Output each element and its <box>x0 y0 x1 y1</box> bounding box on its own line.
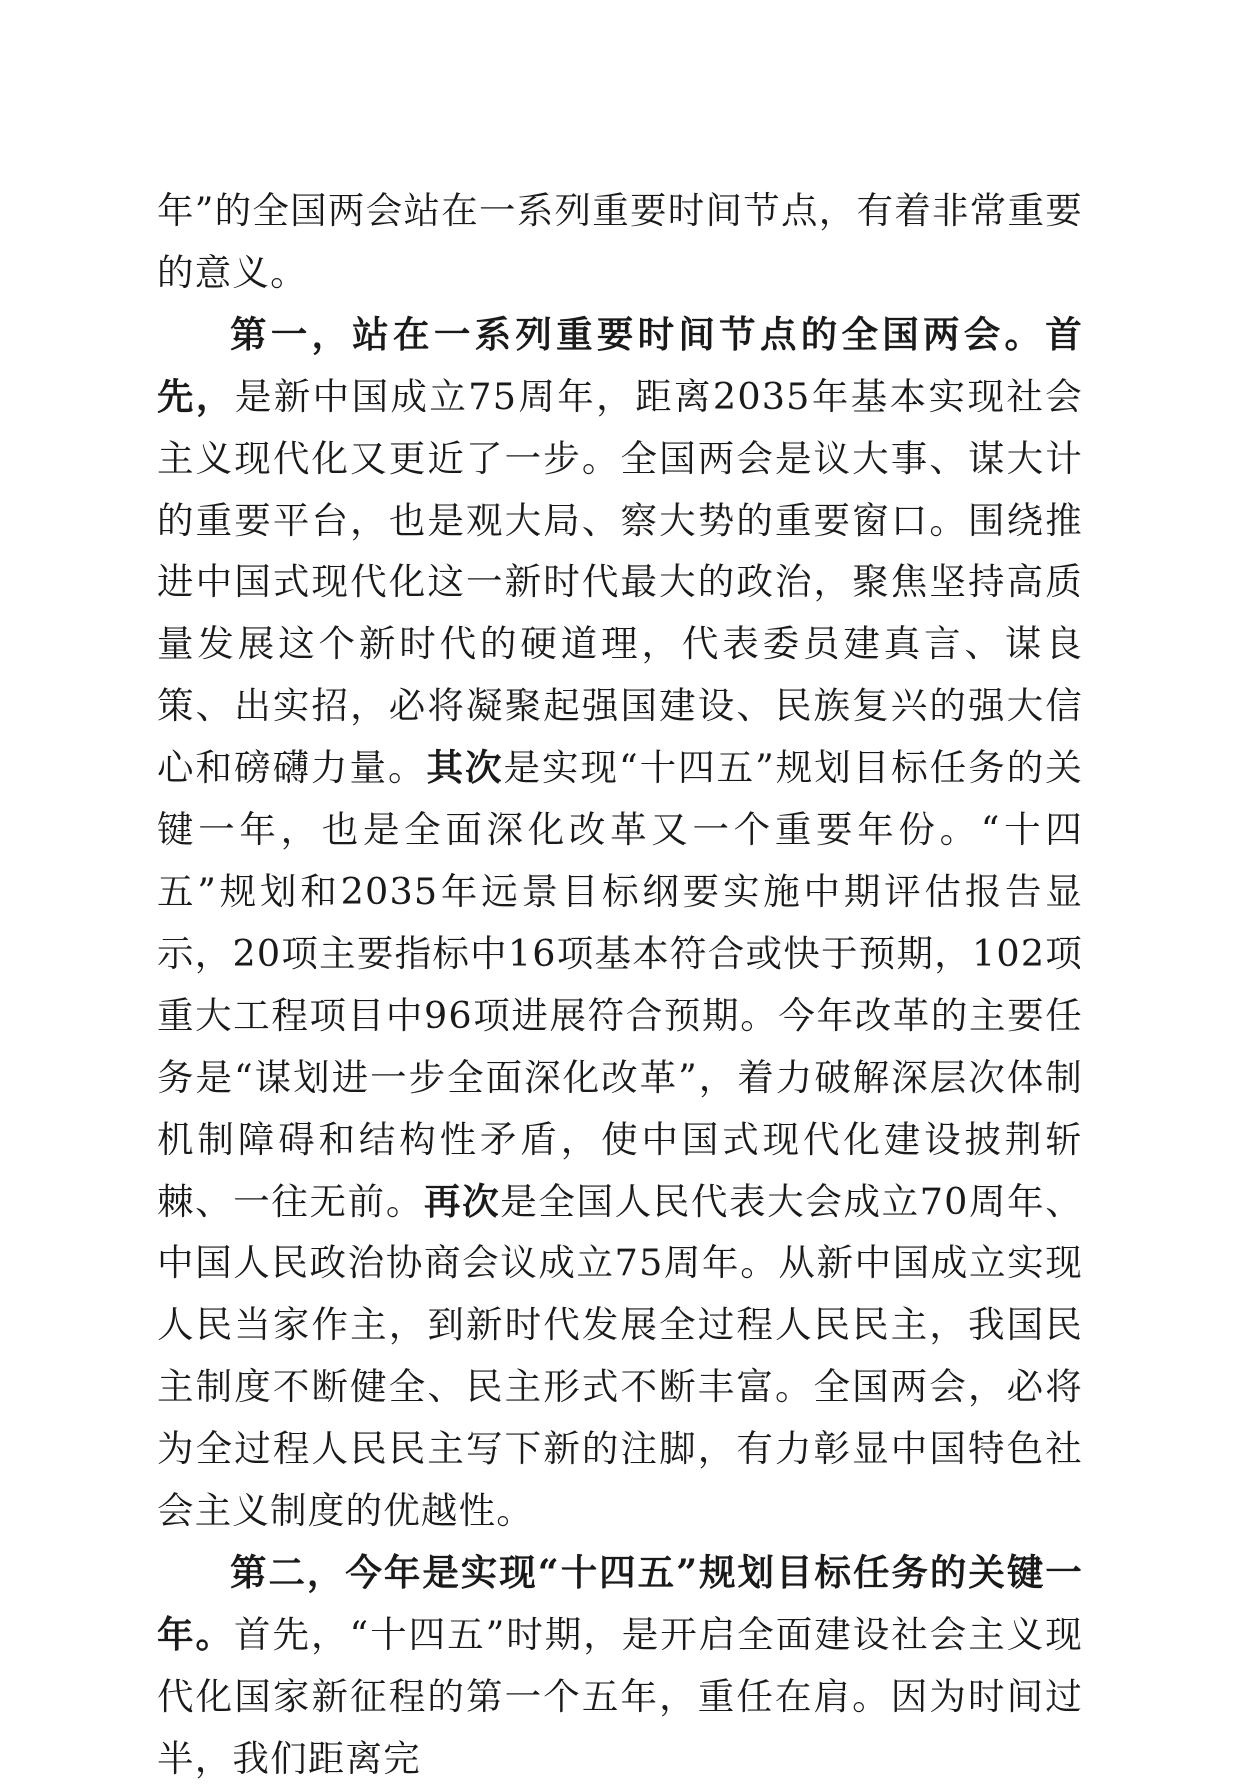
section-heading-1: 第一，站在一系列重要时间节点的全国两会。 <box>230 312 1046 356</box>
document-body <box>157 180 1083 1790</box>
lead-third: 再次 <box>423 1179 501 1223</box>
paragraph-1 <box>157 180 1083 304</box>
paragraph-3-text: 首先，“十四五”时期，是开启全面建设社会主义现代化国家新征程的第一个五年，重任在肩。因为时间过半，我们距离完 <box>157 1612 1083 1780</box>
lead-first: 首先， <box>157 312 1083 418</box>
paragraph-2-text-c: 是全国人民代表大会成立70周年、中国人民政治协商会议成立75周年。从新中国成立实现人民当家作主，到新时代发展全过程人民民主，我国民主制度不断健全、民主形式不断丰富。全国两会，必将为全过程人民民主写下新的注脚，有力彰显中国特色社会主义制度的优越性。 <box>157 1179 1083 1533</box>
paragraph-1-text: 年”的全国两会站在一系列重要时间节点，有着非常重要的意义。 <box>157 189 1083 294</box>
paragraph-2 <box>157 304 1083 1542</box>
paragraph-3 <box>157 1542 1083 1790</box>
lead-second: 其次 <box>426 746 504 790</box>
paragraph-2-text-a: 是新中国成立75周年，距离2035年基本实现社会主义现代化又更近了一步。全国两会是议大事、谋大计的重要平台，也是观大局、察大势的重要窗口。围绕推进中国式现代化这一新时代最大的政治，聚焦坚持高质量发展这个新时代的硬道理，代表委员建真言、谋良策、出实招，必将凝聚起强国建设、民族复兴的强大信心和磅礴力量。 <box>157 374 1083 790</box>
paragraph-2-text-b: 是实现“十四五”规划目标任务的关键一年，也是全面深化改革又一个重要年份。“十四五”规划和2035年远景目标纲要实施中期评估报告显示，20项主要指标中16项基本符合或快于预期，102项重大工程项目中96项进展符合预期。今年改革的主要任务是“谋划进一步全面深化改革”，着力破解深层次体制机制障碍和结构性矛盾，使中国式现代化建设披荆斩棘、一往无前。 <box>157 746 1083 1223</box>
section-heading-2: 第二，今年是实现“十四五”规划目标任务的关键一年。 <box>157 1550 1083 1656</box>
